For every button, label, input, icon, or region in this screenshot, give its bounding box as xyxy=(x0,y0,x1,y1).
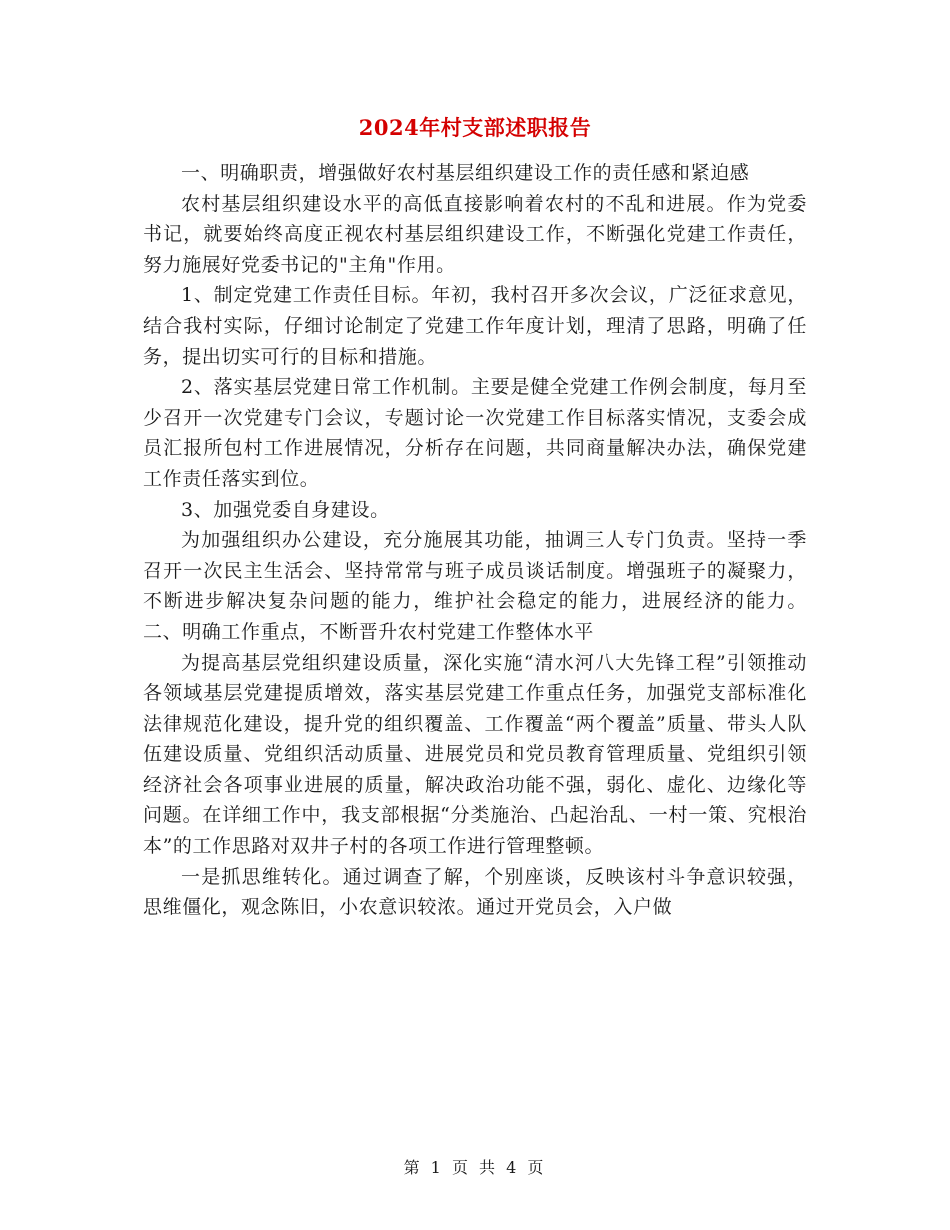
page-number-footer: 第 1 页 共 4 页 xyxy=(403,1158,547,1177)
paragraph: 2、落实基层党建日常工作机制。主要是健全党建工作例会制度，每月至少召开一次党建专门会议，专题讨论一次党建工作目标落实情况，支委会成员汇报所包村工作进展情况，分析存在问题，共同商量解决办法，确保党建工作责任落实到位。 xyxy=(143,376,807,490)
paragraph-section-1-heading: 一、明确职责，增强做好农村基层组织建设工作的责任感和紧迫感 xyxy=(181,162,750,184)
paragraph: 农村基层组织建设水平的高低直接影响着农村的不乱和进展。作为党委书记，就要始终高度正视农村基层组织建设工作，不断强化党建工作责任，努力施展好党委书记的"主角"作用。 xyxy=(143,192,807,276)
paragraph: 为加强组织办公建设，充分施展其功能，抽调三人专门负责。坚持一季召开一次民主生活会、坚持常常与班子成员谈话制度。增强班子的凝聚力，不断进步解决复杂问题的能力，维护社会稳定的能力，进展经济的能力。 二、明确工作重点，不断晋升农村党建工作整体水平 xyxy=(143,529,807,643)
document-body xyxy=(143,158,807,923)
paragraph: 为提高基层党组织建设质量，深化实施“清水河八大先锋工程”引领推动各领域基层党建提质增效，落实基层党建工作重点任务，加强党支部标准化法律规范化建设，提升党的组织覆盖、工作覆盖“两个覆盖”质量、带头人队伍建设质量、党组织活动质量、进展党员和党员教育管理质量、党组织引领经济社会各项事业进展的质量，解决政治功能不强，弱化、虚化、边缘化等问题。在详细工作中，我支部根据“分类施治、凸起治乱、一村一策、究根治本”的工作思路对双井子村的各项工作进行管理整顿。 xyxy=(143,651,807,858)
paragraph: 3、加强党委自身建设。 xyxy=(181,498,390,521)
document-title: 2024年村支部述职报告 xyxy=(358,115,592,140)
paragraph: 一是抓思维转化。通过调查了解，个别座谈，反映该村斗争意识较强，思维僵化，观念陈旧，小农意识较浓。通过开党员会，入户做 xyxy=(143,865,807,919)
paragraph: 1、制定党建工作责任目标。年初，我村召开多次会议，广泛征求意见，结合我村实际，仔细讨论制定了党建工作年度计划，理清了思路，明确了任务，提出切实可行的目标和措施。 xyxy=(143,284,807,368)
